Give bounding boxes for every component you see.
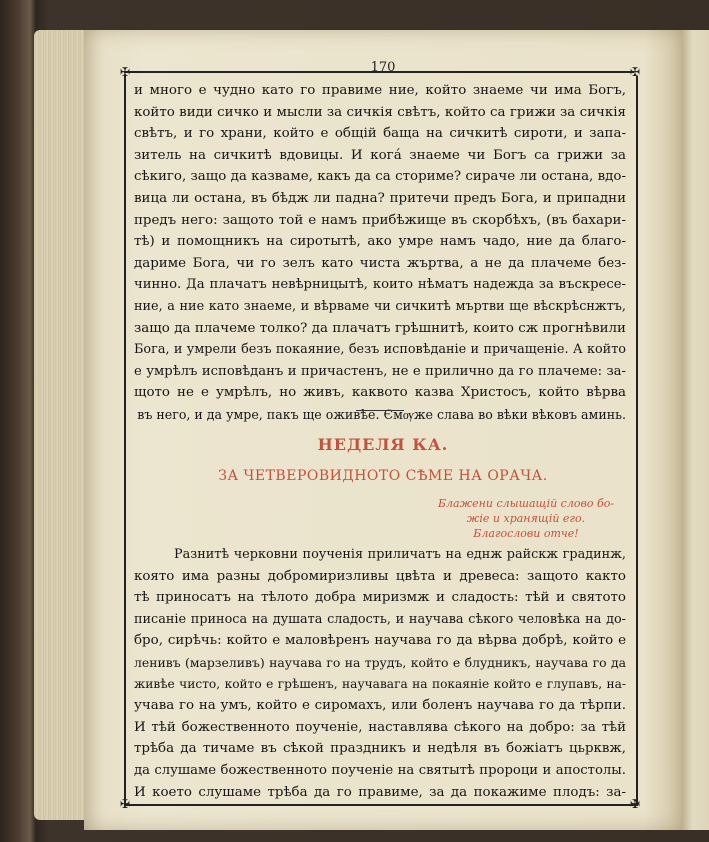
facing-page-edge: [682, 30, 709, 830]
header-rule: [124, 71, 634, 73]
text-line: трѣба да тичаме въ сѣкой праздникъ и недѣля въ божіатъ цьрквж,: [134, 741, 626, 757]
page-number: 170: [370, 60, 396, 75]
text-line: зитель на сичкитѣ вдовицы. И когá знаеме чи Богъ са грижи за: [134, 147, 626, 163]
text-line: вица ли остана, въ бѣдж ли падна? притечи предъ Бога, и припадни: [134, 190, 626, 206]
text-line: учава го на умъ, който е сиромахъ, или боленъ научава го да тѣрпи.: [134, 698, 626, 714]
text-line: Разнитѣ черковни поученія приличатъ на еднж райскж градинж,: [174, 547, 626, 562]
epigraph-line: Блажени слышащій слово бо-: [437, 497, 615, 510]
text-line: въ него, и да умре, пакъ ще оживѣе. Ємѹже слава во вѣки вѣковъ аминь.: [137, 406, 626, 422]
section-divider: [356, 410, 404, 411]
text-line: който види сичко и мысли за сичкія свѣтъ, който са грижи за сичкія: [134, 104, 626, 120]
text-block-top: [134, 80, 626, 426]
text-line: защо да плачеме толко? да плачатъ грѣшнитѣ, които сж прогнѣвили: [134, 320, 626, 336]
text-line: ленивъ (марзеливъ) научава го на трудъ, който е блудникъ, научава го да: [134, 654, 626, 670]
text-line: е умрѣлъ исповѣданъ и причастенъ, не е прилично да го плачеме: за-: [134, 363, 626, 379]
corner-ornament-icon: ✠: [629, 797, 641, 811]
text-line: И тѣй божественното поученіе, наставлява сѣкого на добро: за тѣй: [134, 719, 626, 735]
text-line: бро, сирѣчь: който е маловѣренъ научава го да вѣрва добрѣ, който е: [134, 633, 626, 649]
text-line: предъ него: защото той е намъ прибѣжище въ скорбѣхъ, (въ бахари-: [134, 212, 626, 228]
corner-ornament-icon: ✠: [119, 65, 131, 79]
epigraph-line: жіе и хранящій его.: [466, 512, 586, 525]
book-page: [84, 30, 682, 830]
text-line: писаніе приноса на душата сладость, и научава сѣкого человѣка на до-: [134, 611, 626, 627]
page-edges: [34, 30, 90, 820]
text-line: свѣтъ, и го храни, който е общій баща на сичкитѣ сироти, и запа-: [134, 126, 626, 142]
corner-ornament-icon: ✠: [629, 65, 641, 79]
text-line: сѣкиго, защо да казваме, какъ да са сториме? сираче ли остана, вдо-: [134, 169, 626, 185]
text-line: чинно. Да плачатъ невѣрницытѣ, които нѣматъ надежда за въскресе-: [134, 277, 626, 293]
text-line: която има разны добромиризливы цвѣта и древеса: защото както: [134, 568, 626, 584]
text-line: дариме Бога, чи го зелъ като чиста жъртва, а не да плачеме без-: [134, 255, 626, 271]
text-line: ние, а ние като знаеме, и вѣрваме чи сичкитѣ мъртви ще вѣскрѣснжтъ,: [134, 298, 626, 314]
text-line: тѣ) и помощникъ на сиротытѣ, ако умре намъ чадо, ние да благо-: [134, 234, 626, 250]
text-line: Бога, и умрели безъ покаяние, безъ исповѣданіе и причащеніе. А който: [134, 342, 626, 358]
text-line: да слушаме божественното поученіе на святытѣ пророци и апостолы.: [134, 762, 626, 778]
text-line: щото не е умрѣлъ, но живъ, каквото казва Христосъ, който вѣрва: [134, 385, 626, 401]
corner-ornament-icon: ✠: [119, 797, 131, 811]
epigraph-line: Благослови отче!: [473, 527, 579, 540]
text-line: живѣе чисто, който е грѣшенъ, научавага на покаяніе който е глупавъ, на-: [134, 676, 626, 691]
text-block-bottom: [134, 544, 626, 803]
section-heading: НЕДЕЛЯ КА.: [317, 435, 449, 454]
text-line: тѣ приносатъ на тѣлото добра миризмж и сладость: тѣй и святото: [134, 590, 626, 606]
text-line: и много е чудно като го правиме ние, който знаеме чи има Богъ,: [134, 83, 626, 98]
epigraph: [426, 496, 626, 541]
text-line: И което слушаме трѣба да го правиме, за да покажиме плодъ: за-: [134, 784, 626, 800]
section-subheading: ЗА ЧЕТВЕРОВИДНОТО СѢМЕ НА ОРАЧА.: [218, 468, 548, 484]
